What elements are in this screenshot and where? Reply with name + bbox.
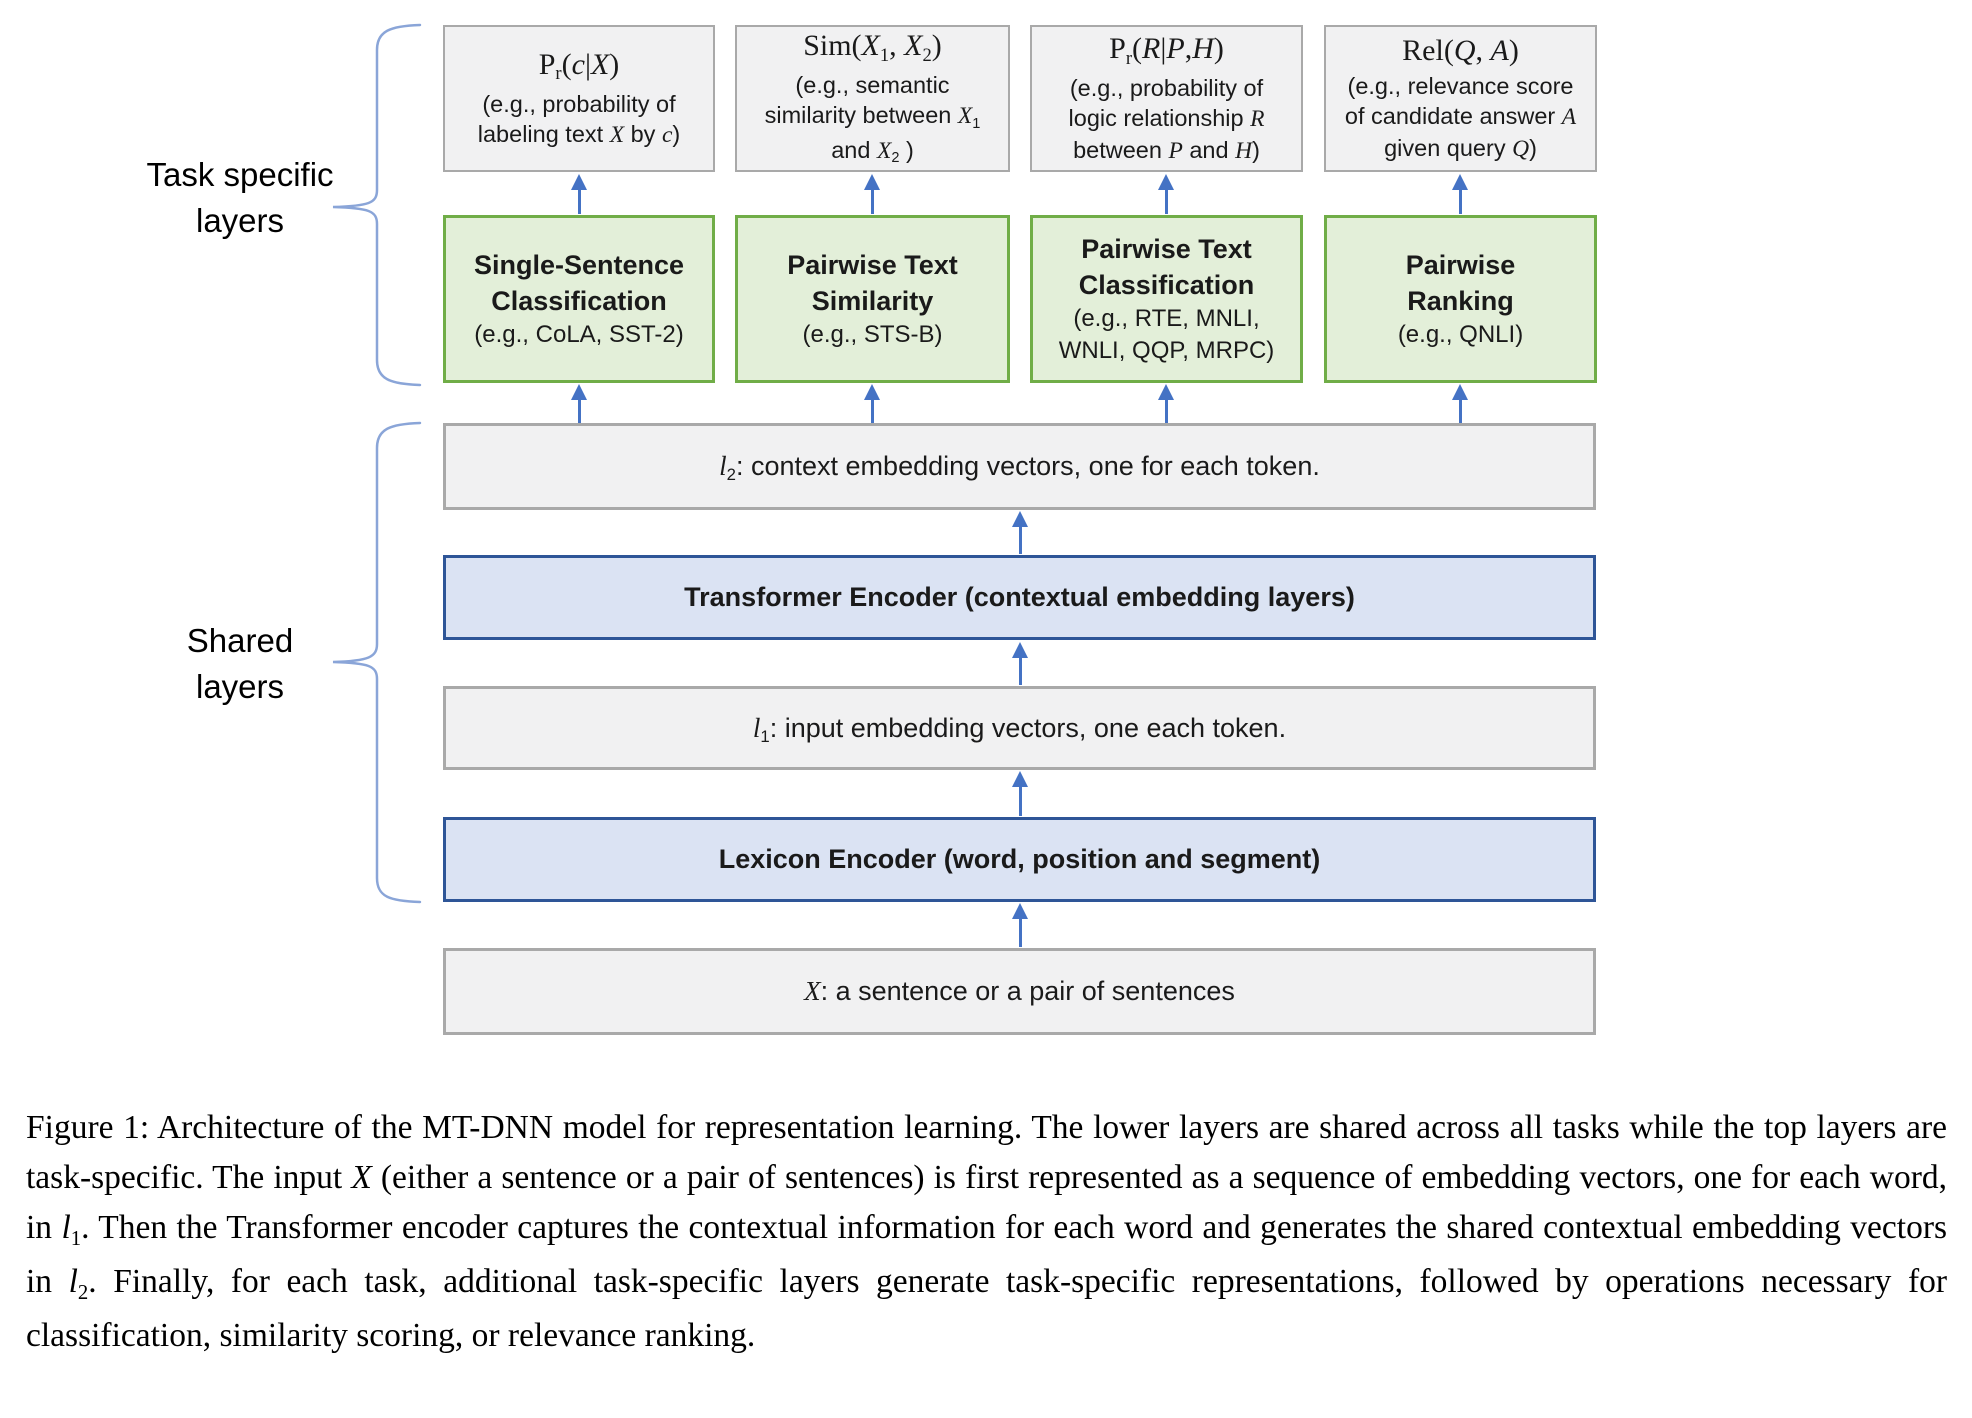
up-arrow-l2-to-task3: [1158, 384, 1174, 423]
task-examples: (e.g., QNLI): [1397, 321, 1524, 348]
bar-label: l2: context embedding vectors, one for each token.: [719, 451, 1320, 485]
output-description: (e.g., probability of labeling text X by c): [477, 90, 681, 148]
bar-l2-context-embedding: [443, 423, 1596, 510]
bar-label: Transformer Encoder (contextual embedding layers): [684, 582, 1355, 612]
up-arrow-task2-to-output2: [864, 174, 880, 214]
task-examples: (e.g., RTE, MNLI, WNLI, QQP, MRPC): [1058, 305, 1275, 364]
output-formula: Sim(X1, X2): [803, 28, 942, 66]
bar-label: X: a sentence or a pair of sentences: [804, 976, 1235, 1006]
up-arrow-task4-to-output4: [1452, 174, 1468, 214]
up-arrow-l2-to-task1: [571, 384, 587, 423]
task-examples: (e.g., CoLA, SST-2): [474, 321, 684, 348]
output-box-relation-probability: [1030, 25, 1303, 172]
task-box-pairwise-text-classification: [1030, 215, 1303, 383]
up-arrow-l1-to-transformer: [1012, 642, 1028, 685]
bar-transformer-encoder: [443, 555, 1596, 640]
label-shared-layers: Shared layers: [186, 622, 294, 705]
up-arrow-l2-to-task4: [1452, 384, 1468, 423]
up-arrow-task3-to-output3: [1158, 174, 1174, 214]
up-arrow-l2-to-task2: [864, 384, 880, 423]
up-arrow-input-to-lexicon: [1012, 903, 1028, 947]
output-description: (e.g., probability of logic relationship R between P and H): [1068, 74, 1265, 164]
task-title: Pairwise Text Similarity: [787, 250, 958, 316]
task-title: Single-Sentence Classification: [473, 250, 685, 316]
bar-label: l1: input embedding vectors, one each token.: [752, 712, 1287, 746]
task-box-pairwise-text-similarity: [735, 215, 1010, 383]
bar-label: Lexicon Encoder (word, position and segment): [718, 844, 1321, 874]
bar-input-x: [443, 948, 1596, 1035]
output-formula: Rel(Q, A): [1402, 33, 1519, 67]
output-description: (e.g., semantic similarity between X1 and X2 ): [764, 71, 981, 167]
task-title: Pairwise Ranking: [1405, 250, 1516, 316]
output-formula: Pr(R|P,H): [1109, 31, 1224, 69]
task-box-pairwise-ranking: [1324, 215, 1597, 383]
up-arrow-task1-to-output1: [571, 174, 587, 214]
up-arrow-lexicon-to-l1: [1012, 771, 1028, 816]
layer-braces: [315, 0, 430, 930]
figure-caption: Figure 1: Architecture of the MT-DNN model for representation learning. The lower layers are shared across all tasks while the top layers are task-specific. The input X (either a sentence or a pair of sentences) is first represented as a sequence of embedding vectors, one for each word, in l1. Then the Transformer encoder captures the contextual information for each word and generates the shared contextual embedding vectors in l2. Finally, for each task, additional task-specific layers generate task-specific representations, followed by operations necessary for classification, similarity scoring, or relevance ranking.: [26, 1109, 1948, 1354]
bar-l1-input-embedding: [443, 686, 1596, 770]
output-box-relevance-score: [1324, 25, 1597, 172]
bar-lexicon-encoder: [443, 817, 1596, 902]
task-box-single-sentence-classification: [443, 215, 715, 383]
task-title: Pairwise Text Classification: [1078, 234, 1255, 300]
output-description: (e.g., relevance score of candidate answer A given query Q): [1344, 72, 1577, 162]
up-arrow-transformer-to-l2: [1012, 511, 1028, 554]
output-box-similarity-score: [735, 25, 1010, 172]
output-formula: Pr(c|X): [538, 47, 620, 85]
label-task-specific-layers: Task specific layers: [146, 156, 334, 239]
output-box-classification-probability: [443, 25, 715, 172]
task-examples: (e.g., STS-B): [802, 321, 943, 348]
